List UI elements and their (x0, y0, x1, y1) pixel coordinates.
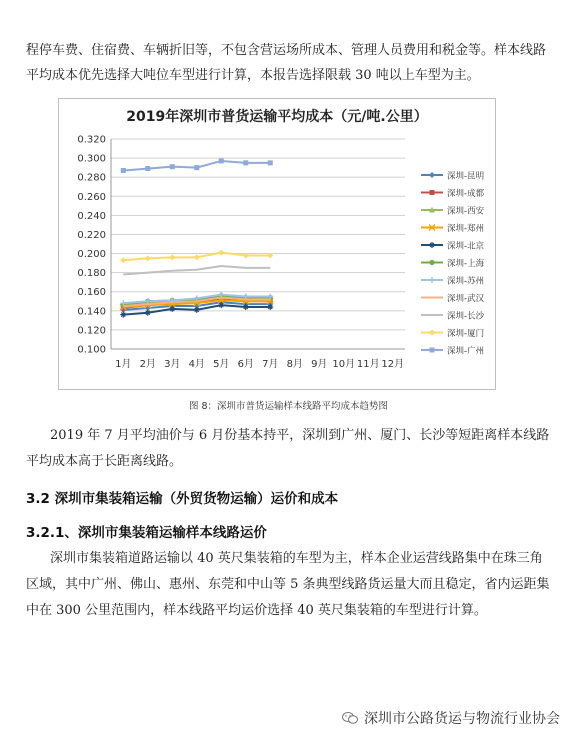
text-line: 平均成本高于长距离线路。 (26, 454, 183, 469)
text-line: 区域，其中广州、佛山、惠州、东莞和中山等 5 条典型线路货运量大而且稳定，省内运距集 (26, 577, 550, 592)
data-point (219, 158, 224, 163)
data-point (194, 165, 199, 170)
data-point (145, 166, 150, 171)
data-point (121, 168, 126, 173)
x-tick-label: 12月 (381, 359, 405, 370)
data-point (268, 160, 273, 165)
data-point (170, 164, 175, 169)
y-tick-label: 0.240 (77, 210, 106, 222)
legend-marker (429, 172, 435, 178)
legend-label: 深圳-上海 (447, 259, 485, 269)
data-point (243, 160, 248, 165)
y-tick-label: 0.220 (77, 229, 106, 241)
text-line: 深圳市集装箱道路运输以 40 英尺集装箱的车型为主，样本企业运营线路集中在珠三角 (50, 551, 543, 566)
data-point (169, 254, 175, 260)
data-point (145, 255, 151, 261)
x-tick-label: 5月 (213, 359, 230, 370)
legend-marker (429, 277, 435, 283)
data-point (218, 250, 224, 256)
legend-marker (429, 242, 435, 248)
data-point (194, 307, 200, 313)
x-tick-label: 1月 (115, 359, 132, 370)
x-tick-label: 6月 (237, 359, 254, 370)
legend-marker (430, 190, 435, 195)
x-tick-label: 8月 (286, 359, 303, 370)
legend-marker (430, 348, 435, 353)
subsection-heading: 3.2.1、深圳市集装箱运输样本线路运价 (26, 525, 267, 541)
legend-label: 深圳-成都 (447, 189, 485, 199)
y-tick-label: 0.200 (77, 249, 106, 261)
y-tick-label: 0.160 (77, 287, 106, 299)
legend-label: 深圳-广州 (447, 346, 485, 357)
legend-marker (429, 260, 434, 265)
data-point (120, 312, 126, 318)
legend-label: 深圳-北京 (447, 241, 485, 252)
line-chart (59, 99, 495, 389)
section-heading: 3.2 深圳市集装箱运输（外贸货物运输）运价和成本 (26, 491, 339, 507)
x-tick-label: 10月 (332, 359, 356, 370)
x-tick-label: 7月 (262, 359, 279, 370)
y-tick-label: 0.320 (77, 134, 106, 146)
legend-label: 深圳-厦门 (447, 329, 485, 339)
text-line: 平均成本优先选择大吨位车型进行计算，本报告选择限载 30 吨以上车型为主。 (26, 68, 480, 83)
x-tick-label: 4月 (188, 359, 205, 370)
text-line: 程停车费、住宿费、车辆折旧等，不包含营运场所成本、管理人员费用和税金等。样本线路 (26, 43, 547, 58)
legend-label: 深圳-武汉 (447, 294, 485, 304)
y-tick-label: 0.100 (77, 344, 106, 356)
data-point (120, 257, 126, 263)
legend-marker (429, 330, 435, 336)
legend-label: 深圳-长沙 (447, 311, 485, 322)
y-tick-label: 0.120 (77, 325, 106, 337)
text-line: 中在 300 公里范围内，样本线路平均运价选择 40 英尺集装箱的车型进行计算。 (26, 603, 487, 618)
watermark (342, 708, 560, 728)
x-tick-label: 3月 (164, 359, 181, 370)
legend-label: 深圳-苏州 (447, 276, 485, 287)
text-line: 2019 年 7 月平均油价与 6 月份基本持平，深圳到广州、厦门、长沙等短距离样本线路 (50, 428, 550, 443)
y-tick-label: 0.260 (77, 191, 106, 203)
legend-label: 深圳-郑州 (447, 224, 485, 234)
series-line (123, 266, 270, 275)
x-tick-label: 9月 (311, 359, 328, 370)
x-tick-label: 11月 (356, 359, 380, 370)
data-point (194, 254, 200, 260)
watermark-text: 深圳市公路货运与物流行业协会 (364, 711, 560, 727)
y-tick-label: 0.140 (77, 306, 106, 318)
chart-title: 2019年深圳市普货运输平均成本（元/吨.公里） (126, 109, 428, 125)
figure-caption: 图 8：深圳市普货运输样本线路平均成本趋势图 (188, 401, 389, 412)
x-tick-label: 2月 (139, 359, 156, 370)
y-tick-label: 0.180 (77, 268, 106, 280)
wechat-icon (342, 712, 358, 724)
legend-label: 深圳-西安 (447, 206, 485, 217)
chart-container (58, 98, 496, 390)
legend-label: 深圳-昆明 (447, 171, 485, 182)
y-tick-label: 0.280 (77, 172, 106, 184)
y-tick-label: 0.300 (77, 153, 106, 165)
